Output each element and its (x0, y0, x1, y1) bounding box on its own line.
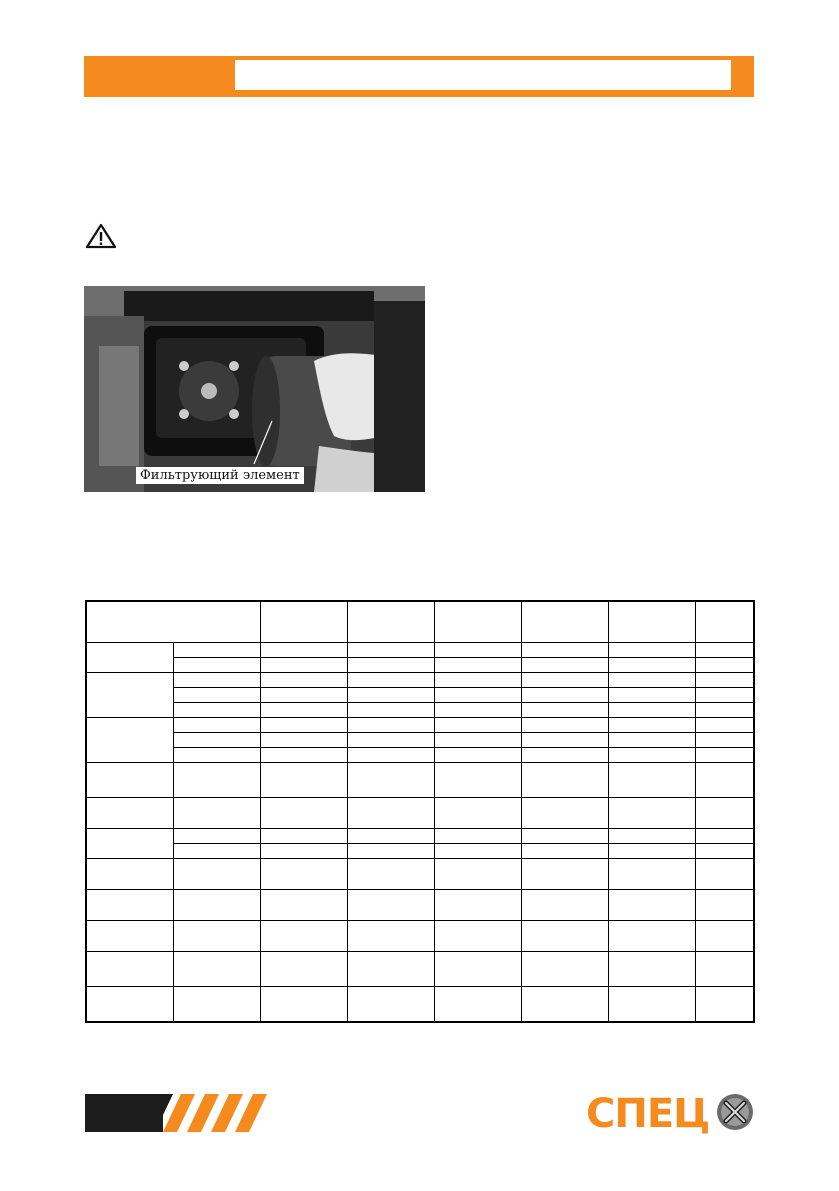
table-cell (521, 987, 608, 1023)
table-cell (434, 798, 521, 829)
table-cell (608, 798, 695, 829)
table-cell (347, 718, 434, 733)
spec-table-container (85, 600, 755, 1023)
table-cell (347, 658, 434, 673)
table-row (86, 844, 754, 859)
table-cell (695, 658, 754, 673)
table-row (86, 987, 754, 1023)
table-cell (434, 748, 521, 763)
table-cell (347, 748, 434, 763)
table-cell (86, 829, 173, 859)
table-cell (521, 688, 608, 703)
table-cell (173, 748, 260, 763)
table-row (86, 798, 754, 829)
warning-triangle-icon (85, 223, 117, 249)
table-cell (260, 643, 347, 658)
table-cell (521, 763, 608, 798)
table-cell (173, 703, 260, 718)
table-cell (173, 658, 260, 673)
table-cell (434, 718, 521, 733)
table-cell (260, 798, 347, 829)
table-cell (695, 673, 754, 688)
table-cell (434, 952, 521, 987)
table-cell (521, 890, 608, 921)
table-cell (695, 601, 754, 643)
table-cell (608, 890, 695, 921)
table-cell (608, 658, 695, 673)
table-cell (521, 829, 608, 844)
table-cell (347, 890, 434, 921)
table-cell (347, 601, 434, 643)
table-cell (347, 987, 434, 1023)
table-cell (521, 748, 608, 763)
page-header-bar (84, 56, 754, 97)
table-cell (695, 733, 754, 748)
table-row (86, 921, 754, 952)
table-cell (86, 859, 173, 890)
table-row (86, 829, 754, 844)
table-cell (434, 601, 521, 643)
table-cell (260, 952, 347, 987)
photo-caption-label: Фильтрующий элемент (136, 467, 304, 484)
table-cell (173, 643, 260, 658)
table-cell (347, 829, 434, 844)
table-cell (695, 890, 754, 921)
table-cell (695, 952, 754, 987)
table-cell (608, 643, 695, 658)
table-cell (347, 688, 434, 703)
table-cell (173, 688, 260, 703)
table-cell (521, 859, 608, 890)
table-cell (695, 829, 754, 844)
table-cell (86, 798, 173, 829)
table-row (86, 658, 754, 673)
table-row (86, 763, 754, 798)
table-cell (695, 844, 754, 859)
table-cell (521, 844, 608, 859)
table-cell (695, 643, 754, 658)
table-cell (347, 844, 434, 859)
table-cell (521, 673, 608, 688)
table-cell (434, 643, 521, 658)
page-header-title-box (235, 60, 731, 90)
table-cell (260, 688, 347, 703)
table-cell (608, 718, 695, 733)
table-cell (608, 688, 695, 703)
table-cell (173, 921, 260, 952)
table-cell (695, 798, 754, 829)
table-row (86, 733, 754, 748)
table-cell (86, 718, 173, 763)
table-cell (260, 829, 347, 844)
table-cell (434, 859, 521, 890)
table-cell (260, 748, 347, 763)
table-cell (347, 952, 434, 987)
table-cell (260, 987, 347, 1023)
table-cell (434, 987, 521, 1023)
table-cell (173, 829, 260, 844)
table-cell (521, 703, 608, 718)
table-cell (521, 952, 608, 987)
table-cell (173, 987, 260, 1023)
air-filter-photo (84, 286, 425, 492)
table-cell (434, 733, 521, 748)
table-cell (86, 921, 173, 952)
table-row (86, 718, 754, 733)
table-row (86, 673, 754, 688)
table-cell (434, 829, 521, 844)
table-cell (608, 703, 695, 718)
table-cell (260, 733, 347, 748)
table-cell (608, 921, 695, 952)
table-cell (86, 987, 173, 1023)
table-cell (260, 890, 347, 921)
table-cell (608, 844, 695, 859)
table-cell (695, 763, 754, 798)
table-cell (347, 798, 434, 829)
table-cell (173, 718, 260, 733)
table-cell (86, 763, 173, 798)
table-cell (260, 673, 347, 688)
table-cell (434, 890, 521, 921)
table-cell (260, 703, 347, 718)
table-cell (434, 658, 521, 673)
table-cell (521, 921, 608, 952)
table-cell (608, 673, 695, 688)
table-cell (608, 601, 695, 643)
table-cell (260, 601, 347, 643)
table-cell (434, 703, 521, 718)
table-cell (260, 658, 347, 673)
table-cell (260, 859, 347, 890)
table-cell (695, 703, 754, 718)
spec-table (85, 600, 755, 1023)
table-row (86, 952, 754, 987)
table-cell (347, 703, 434, 718)
footer-stripes-decoration (85, 1094, 285, 1132)
table-cell (173, 952, 260, 987)
table-cell (260, 921, 347, 952)
brand-logo (586, 1090, 756, 1138)
table-cell (347, 673, 434, 688)
table-cell (434, 921, 521, 952)
table-cell (347, 733, 434, 748)
table-cell (347, 643, 434, 658)
table-cell (608, 952, 695, 987)
table-cell (86, 601, 260, 643)
table-cell (86, 890, 173, 921)
table-cell (608, 829, 695, 844)
table-cell (173, 733, 260, 748)
table-cell (521, 718, 608, 733)
table-cell (173, 673, 260, 688)
table-cell (173, 844, 260, 859)
table-cell (173, 859, 260, 890)
table-cell (173, 890, 260, 921)
table-cell (434, 763, 521, 798)
table-cell (608, 748, 695, 763)
table-cell (173, 763, 260, 798)
table-row (86, 890, 754, 921)
table-cell (260, 844, 347, 859)
table-cell (86, 952, 173, 987)
table-cell (521, 733, 608, 748)
table-cell (173, 798, 260, 829)
table-cell (347, 921, 434, 952)
table-cell (695, 748, 754, 763)
table-cell (608, 733, 695, 748)
table-row (86, 703, 754, 718)
table-cell (260, 763, 347, 798)
table-cell (434, 688, 521, 703)
table-cell (86, 673, 173, 718)
table-cell (434, 844, 521, 859)
table-cell (521, 658, 608, 673)
table-header-row (86, 601, 754, 643)
table-row (86, 688, 754, 703)
table-row (86, 643, 754, 658)
table-cell (86, 643, 173, 673)
table-cell (521, 798, 608, 829)
table-cell (608, 763, 695, 798)
table-cell (521, 643, 608, 658)
table-row (86, 748, 754, 763)
table-cell (434, 673, 521, 688)
table-cell (347, 763, 434, 798)
table-row (86, 859, 754, 890)
table-cell (695, 921, 754, 952)
table-cell (695, 987, 754, 1023)
table-cell (521, 601, 608, 643)
table-cell (608, 987, 695, 1023)
table-cell (695, 688, 754, 703)
table-cell (608, 859, 695, 890)
brand-logo-text: СПЕЦ (586, 1091, 710, 1137)
table-cell (695, 859, 754, 890)
table-cell (695, 718, 754, 733)
tools-badge-icon (715, 1092, 755, 1132)
table-cell (260, 718, 347, 733)
table-cell (347, 859, 434, 890)
